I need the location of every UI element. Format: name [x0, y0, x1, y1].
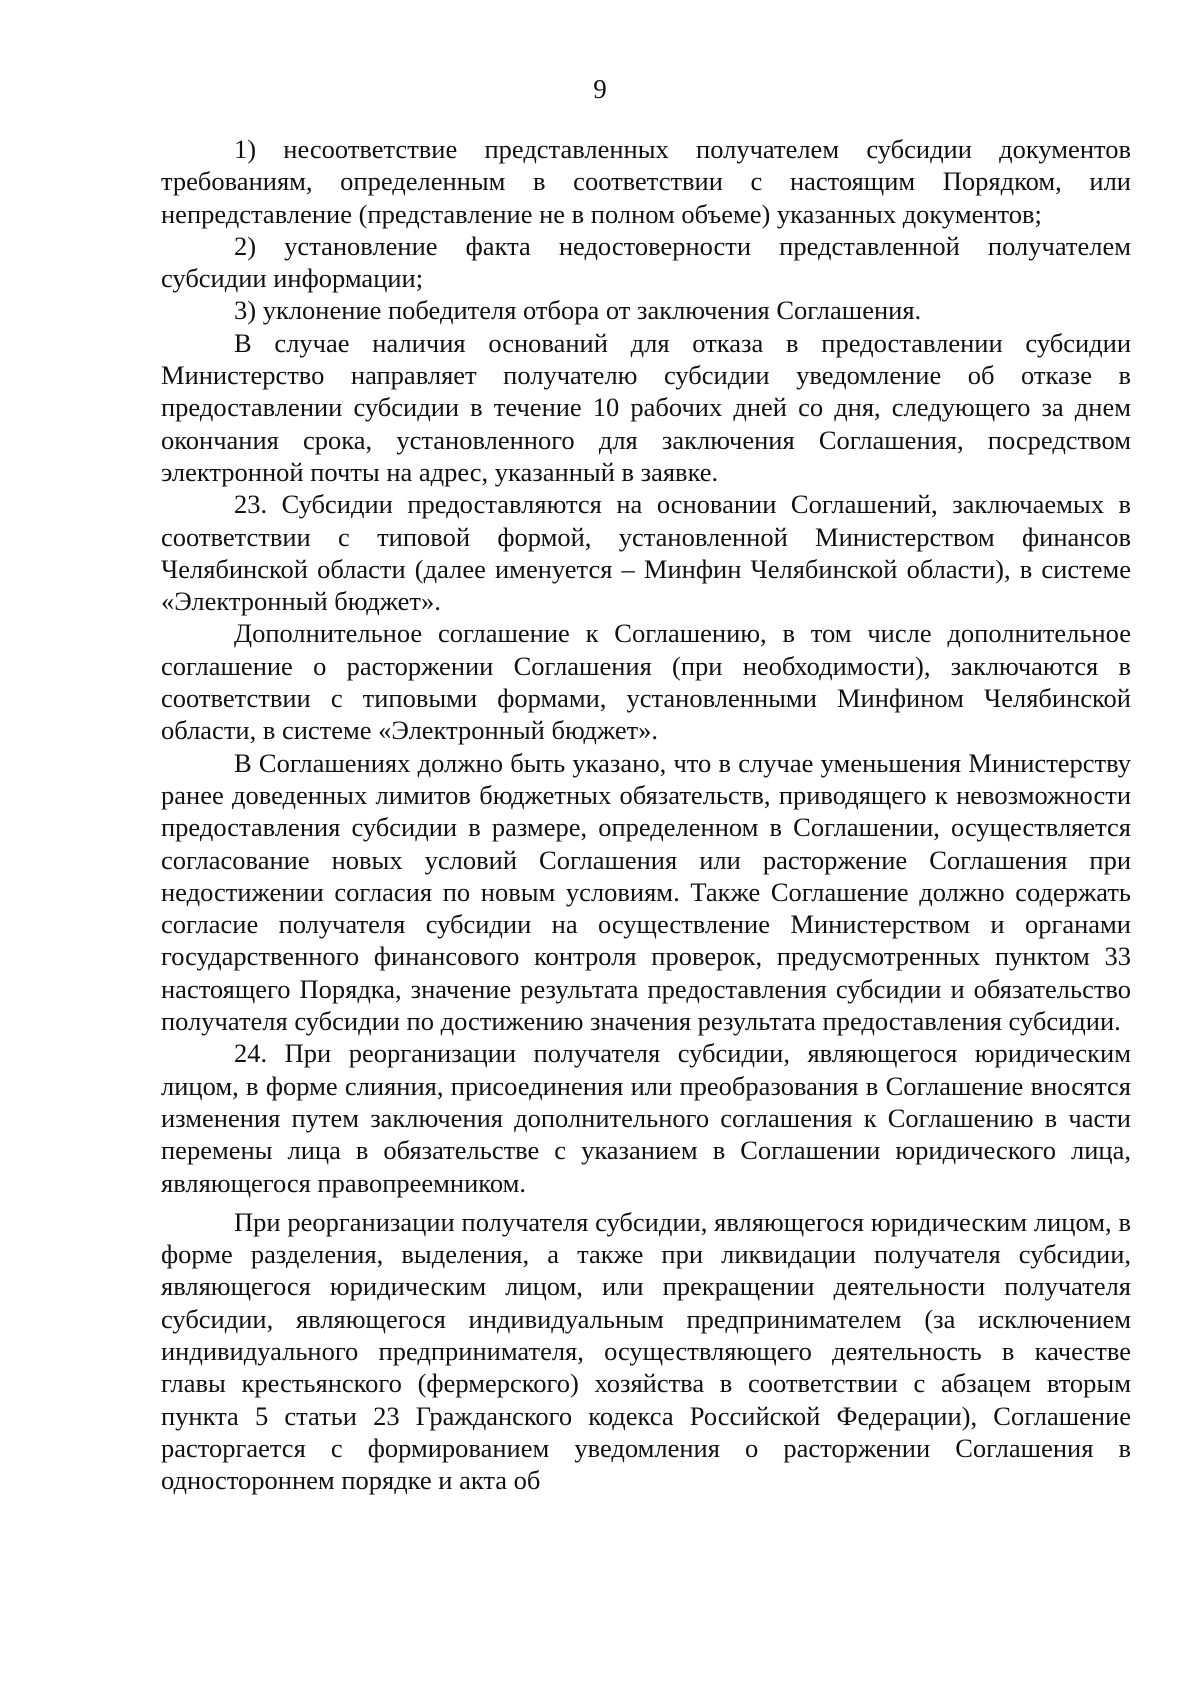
paragraph-item-1: 1) несоответствие представленных получателем субсидии документов требованиям, определенным в соответствии с настоящим Порядком, или непредставление (представление не в полном объеме) указанных документов; — [161, 134, 1131, 229]
page-number: 9 — [593, 74, 607, 104]
paragraph-item-3: 3) уклонение победителя отбора от заключения Соглашения. — [234, 295, 922, 326]
paragraph-23: 23. Субсидии предоставляются на основании Соглашений, заключаемых в соответствии с типовой формой, установленной Министерством финансов Челябинской области (далее именуется – Минфин Челябинской области), в системе «Электронный бюджет». — [161, 489, 1131, 617]
paragraph-additional-agreement: Дополнительное соглашение к Соглашению, в том числе дополнительное соглашение о расторжении Соглашения (при необходимости), заключаются в соответствии с типовыми формами, установленными Минфином Челябинской области, в системе «Электронный бюджет». — [161, 618, 1131, 746]
document-body — [161, 133, 1131, 1496]
paragraph-reorganization: При реорганизации получателя субсидии, являющегося юридическим лицом, в форме разделения, выделения, а также при ликвидации получателя субсидии, являющегося юридическим лицом, или прекращении деятельности получателя субсидии, являющегося индивидуальным предпринимателем (за исключением индивидуального предпринимателя, осуществляющего деятельность в качестве главы крестьянского (фермерского) хозяйства в соответствии с абзацем вторым пункта 5 статьи 23 Гражданского кодекса Российской Федерации), Соглашение расторгается с формированием уведомления о расторжении Соглашения в одностороннем порядке и акта об — [161, 1206, 1131, 1496]
paragraph-agreement-terms: В Соглашениях должно быть указано, что в случае уменьшения Министерству ранее доведенных лимитов бюджетных обязательств, приводящего к невозможности предоставления субсидии в размере, определенном в Соглашении, осуществляется согласование новых условий Соглашения или расторжение Соглашения при недостижении согласия по новым условиям. Также Соглашение должно содержать согласие получателя субсидии на осуществление Министерством и органами государственного финансового контроля проверок, предусмотренных пунктом 33 настоящего Порядка, значение результата предоставления субсидии и обязательство получателя субсидии по достижению значения результата предоставления субсидии. — [161, 747, 1131, 1037]
paragraph-24: 24. При реорганизации получателя субсидии, являющегося юридическим лицом, в форме слияния, присоединения или преобразования в Соглашение вносятся изменения путем заключения дополнительного соглашения к Соглашению в части перемены лица в обязательстве с указанием в Соглашении юридического лица, являющегося правопреемником. — [161, 1038, 1131, 1198]
paragraph-refusal-notice: В случае наличия оснований для отказа в предоставлении субсидии Министерство направляет получателю субсидии уведомление об отказе в предоставлении субсидии в течение 10 рабочих дней со дня, следующего за днем окончания срока, установленного для заключения Соглашения, посредством электронной почты на адрес, указанный в заявке. — [161, 327, 1131, 487]
paragraph-item-2: 2) установление факта недостоверности представленной получателем субсидии информации; — [161, 230, 1131, 294]
